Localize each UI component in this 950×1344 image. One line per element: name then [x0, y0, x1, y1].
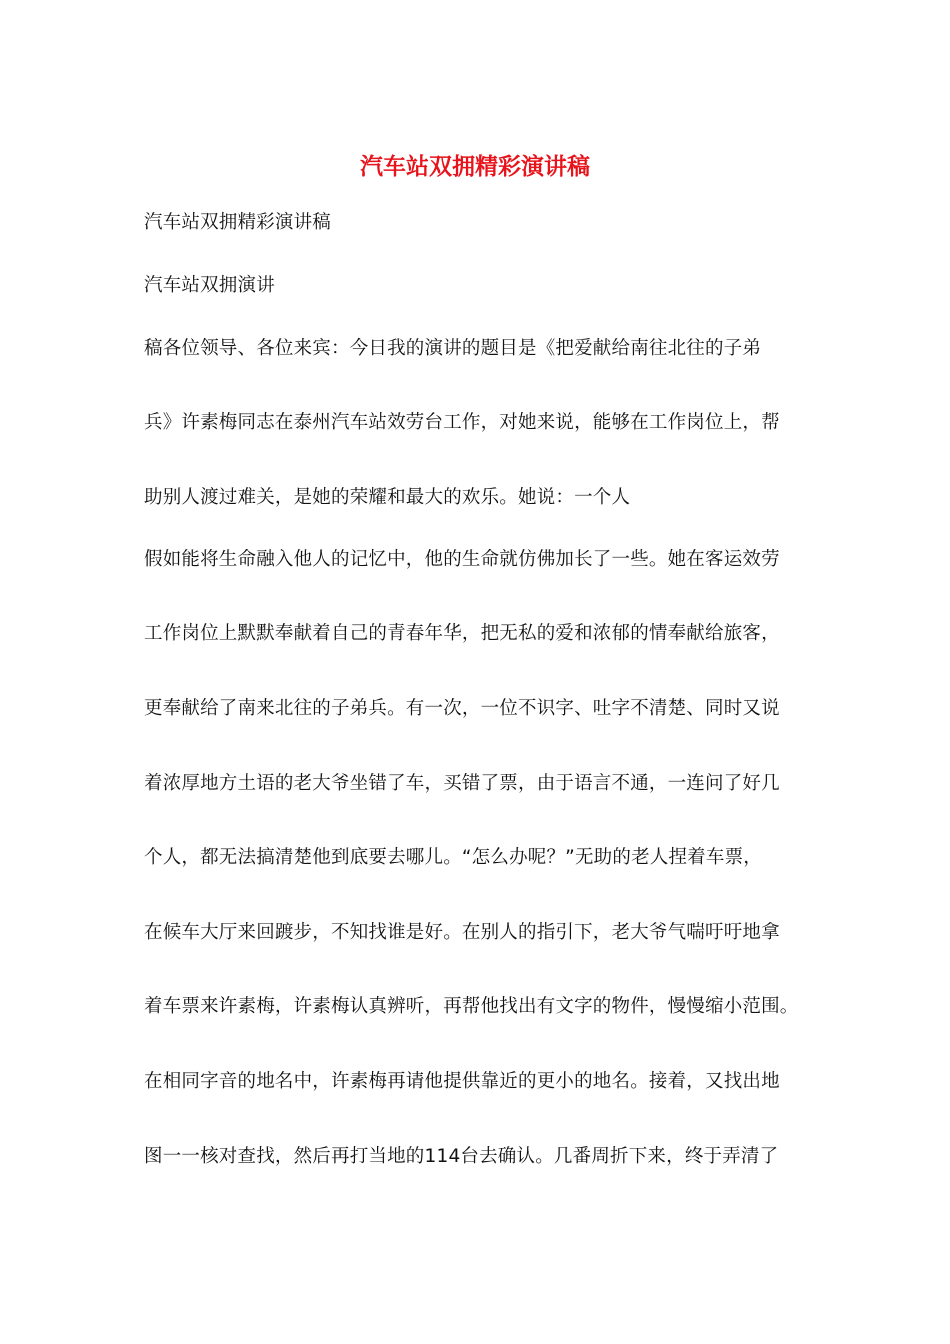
- paragraph-line: 个人，都无法搞清楚他到底要去哪儿。“怎么办呢？”无助的老人捏着车票，: [144, 847, 762, 868]
- paragraph-line: 着浓厚地方土语的老大爷坐错了车，买错了票，由于语言不通，一连问了好几: [144, 773, 780, 794]
- paragraph-line: 假如能将生命融入他人的记忆中，他的生命就仿佛加长了一些。她在客运效劳: [144, 549, 780, 570]
- paragraph-line: 在候车大厅来回踱步，不知找谁是好。在别人的指引下，老大爷气喘吁吁地拿: [144, 922, 780, 943]
- paragraph-line: 工作岗位上默默奉献着自己的青春年华，把无私的爱和浓郁的情奉献给旅客，: [144, 623, 780, 644]
- paragraph-line: 图一一核对查找，然后再打当地的114台去确认。几番周折下来，终于弄清了: [144, 1146, 779, 1167]
- paragraph-line: 在相同字音的地名中，许素梅再请他提供靠近的更小的地名。接着，又找出地: [144, 1071, 780, 1092]
- paragraph-line: 着车票来许素梅，许素梅认真辨听，再帮他找出有文字的物件，慢慢缩小范围。: [144, 996, 799, 1017]
- paragraph-line: 更奉献给了南来北往的子弟兵。有一次，一位不识字、吐字不清楚、同时又说: [144, 698, 780, 719]
- document-title: 汽车站双拥精彩演讲稿: [360, 153, 590, 180]
- paragraph-line: 汽车站双拥精彩演讲稿: [144, 212, 332, 233]
- paragraph-line: 稿各位领导、各位来宾：今日我的演讲的题目是《把爱献给南往北往的子弟: [144, 338, 762, 359]
- paragraph-line: 兵》许素梅同志在泰州汽车站效劳台工作，对她来说，能够在工作岗位上，帮: [144, 412, 780, 433]
- paragraph-line: 汽车站双拥演讲: [144, 275, 275, 296]
- paragraph-line: 助别人渡过难关，是她的荣耀和最大的欢乐。她说：一个人: [144, 487, 631, 508]
